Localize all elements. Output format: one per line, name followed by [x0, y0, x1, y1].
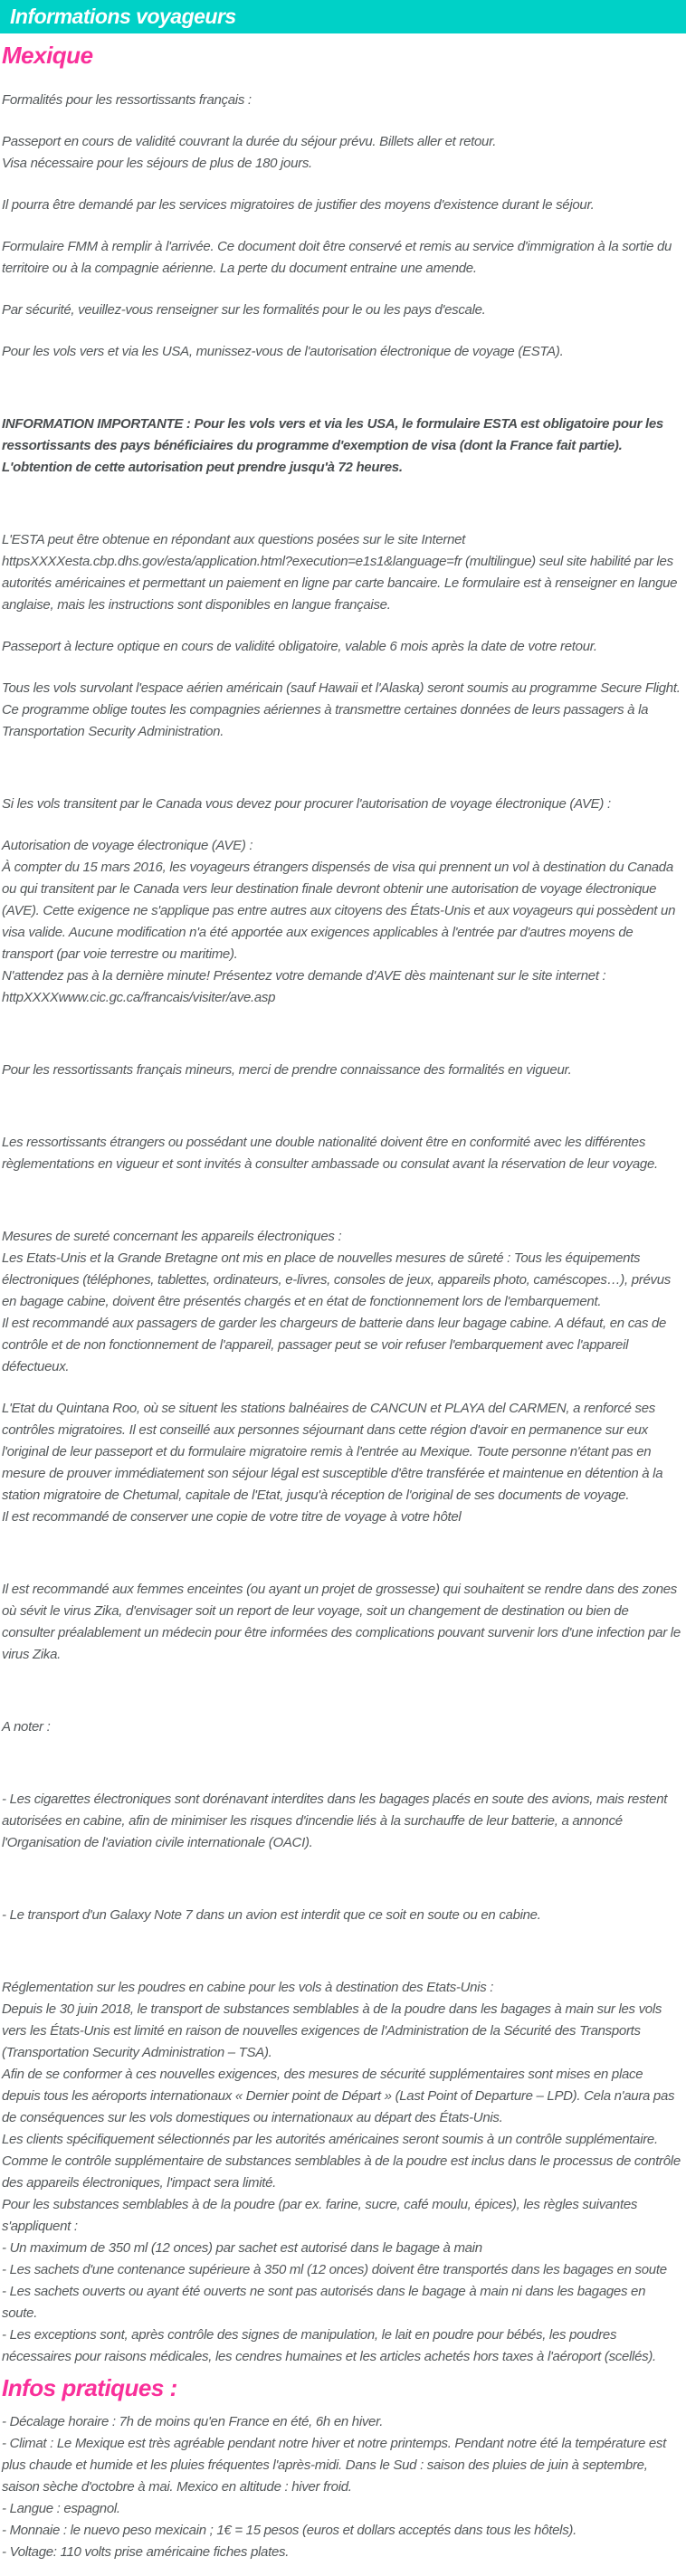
- paragraph: Passeport à lecture optique en cours de validité obligatoire, valable 6 mois après la date de votre retour.: [2, 639, 597, 654]
- paragraph: - Décalage horaire : 7h de moins qu'en France en été, 6h en hiver.: [2, 2414, 384, 2429]
- paragraph: Tous les vols survolant l'espace aérien américain (sauf Hawaii et l'Alaska) seront soumis au programme Secure Flight. Ce programme oblige toutes les compagnies aériennes à transmettre certaines données de leurs passagers à la Transportation Security Administration.: [2, 680, 681, 739]
- section-heading: Infos pratiques :: [2, 2374, 177, 2401]
- paragraph: Les ressortissants étrangers ou possédant une double nationalité doivent être en conformité avec les différentes règlementations en vigueur et sont invités à consulter ambassade ou consulat avant la réservation de leur voyage.: [2, 1135, 658, 1172]
- paragraph: Les Etats-Unis et la Grande Bretagne ont mis en place de nouvelles mesures de sûreté : Tous les équipements électroniques (téléphones, tablettes, ordinateurs, e-livres, consoles de jeux, appareils photo, caméscopes…), prévus en bagage cabine, doivent être présentés chargés et en état de fonctionnement lors de l'embarquement.: [2, 1250, 671, 1309]
- paragraph: Par sécurité, veuillez-vous renseigner sur les formalités pour le ou les pays d'escale.: [2, 302, 486, 318]
- paragraph: Il est recommandé aux passagers de garder les chargeurs de batterie dans leur bagage cabine. A défaut, en cas de contrôle et de non fonctionnement de l'appareil, passager peut se voir refuser l'embarquement avec l'appareil défectueux.: [2, 1316, 667, 1374]
- paragraph: N'attendez pas à la dernière minute! Présentez votre demande d'AVE dès maintenant sur le site internet : httpXXXXwww.cic.gc.ca/francais/visiter/ave.asp: [2, 968, 606, 1005]
- paragraph: Pour les ressortissants français mineurs, merci de prendre connaissance des formalités en vigueur.: [2, 1062, 572, 1078]
- paragraph: Il pourra être demandé par les services migratoires de justifier des moyens d'existence durant le séjour.: [2, 197, 595, 213]
- paragraph: L'ESTA peut être obtenue en répondant aux questions posées sur le site Internet httpsXXXXesta.cbp.dhs.gov/esta/application.html?execution=e1s1&language=fr (multilingue) seul site habilité par les autorités américaines et permettant un paiement en ligne par carte bancaire. Le formulaire est à renseigner en langue anglaise, mais les instructions sont disponibles en langue française.: [2, 532, 678, 613]
- paragraph: - Le transport d'un Galaxy Note 7 dans un avion est interdit que ce soit en soute ou en cabine.: [2, 1907, 541, 1923]
- paragraph: Afin de se conformer à ces nouvelles exigences, des mesures de sécurité supplémentaires sont mises en place depuis tous les aéroports internationaux « Dernier point de Départ » (Last Point of Departure – LPD). Cela n'aura pas de conséquences sur les vols domestiques ou internationaux au départ des États-Unis.: [2, 2067, 675, 2125]
- paragraph: - Un maximum de 350 ml (12 onces) par sachet est autorisé dans le bagage à main: [2, 2240, 482, 2256]
- paragraph: À compter du 15 mars 2016, les voyageurs étrangers dispensés de visa qui prennent un vol à destination du Canada ou qui transitent par le Canada vers leur destination finale devront obtenir une autorisation de voyage électronique (AVE). Cette exigence ne s'applique pas entre autres aux citoyens des États-Unis et aux voyageurs qui possèdent un visa valide. Aucune modification n'a été apportée aux exigences applicables à l'entrée par d'autres moyens de transport (par voie terrestre ou maritime).: [2, 860, 676, 962]
- country-heading: Mexique: [2, 42, 93, 69]
- paragraph: Réglementation sur les poudres en cabine pour les vols à destination des Etats-Unis :: [2, 1980, 494, 1995]
- paragraph: A noter :: [2, 1719, 51, 1735]
- paragraph: - Climat : Le Mexique est très agréable pendant notre hiver et notre printemps. Pendant notre été la température est plus chaude et humide et les pluies fréquentes l'après-midi. Dans le Sud : saison des pluies de juin à septembre, saison sèche d'octobre à mai. Mexico en altitude : hiver froid.: [2, 2436, 666, 2495]
- paragraph: - Voltage: 110 volts prise américaine fiches plates.: [2, 2544, 290, 2560]
- paragraph: Depuis le 30 juin 2018, le transport de substances semblables à de la poudre dans les bagages à main sur les vols vers les États-Unis est limité en raison de nouvelles exigences de l'Administration de la Sécurité des Transports (Transportation Security Administration – TSA).: [2, 2001, 662, 2060]
- paragraph: Pour les substances semblables à de la poudre (par ex. farine, sucre, café moulu, épices), les règles suivantes s'appliquent :: [2, 2197, 638, 2234]
- paragraph: Formalités pour les ressortissants français :: [2, 92, 252, 108]
- paragraph: Mesures de sureté concernant les appareils électroniques :: [2, 1229, 342, 1244]
- paragraph: - Les exceptions sont, après contrôle des signes de manipulation, le lait en poudre pour bébés, les poudres nécessaires pour raisons médicales, les cendres humaines et les articles achetés hors taxes à l'aéroport (scellés).: [2, 2327, 656, 2364]
- paragraph: Formulaire FMM à remplir à l'arrivée. Ce document doit être conservé et remis au service d'immigration à la sortie du territoire ou à la compagnie aérienne. La perte du document entraine une amende.: [2, 239, 672, 276]
- paragraph: - Monnaie : le nuevo peso mexicain ; 1€ = 15 pesos (euros et dollars acceptés dans tous les hôtels).: [2, 2523, 576, 2538]
- paragraph: Passeport en cours de validité couvrant la durée du séjour prévu. Billets aller et retour.: [2, 134, 497, 149]
- paragraph: INFORMATION IMPORTANTE : Pour les vols vers et via les USA, le formulaire ESTA est obligatoire pour les ressortissants des pays bénéficiaires du programme d'exemption de visa (dont la France fait partie). L'obtention de cette autorisation peut prendre jusqu'à 72 heures.: [2, 416, 663, 475]
- paragraph: - Les sachets ouverts ou ayant été ouverts ne sont pas autorisés dans le bagage à main ni dans les bagages en soute.: [2, 2284, 646, 2321]
- paragraph: Pour les vols vers et via les USA, munissez-vous de l'autorisation électronique de voyage (ESTA).: [2, 344, 564, 359]
- paragraph: - Les sachets d'une contenance supérieure à 350 ml (12 onces) doivent être transportés dans les bagages en soute: [2, 2262, 667, 2277]
- header-bar: [0, 0, 686, 33]
- paragraph: - Les cigarettes électroniques sont dorénavant interdites dans les bagages placés en soute des avions, mais restent autorisées en cabine, afin de minimiser les risques d'incendie liés à la surchauffe de leur batterie, a annoncé l'Organisation de l'aviation civile internationale (OACI).: [2, 1792, 668, 1850]
- document-body: [0, 41, 686, 2576]
- paragraph: - Langue : espagnol.: [2, 2501, 120, 2516]
- paragraph: Visa nécessaire pour les séjours de plus de 180 jours.: [2, 156, 312, 171]
- paragraph: L'Etat du Quintana Roo, où se situent les stations balnéaires de CANCUN et PLAYA del CARMEN, a renforcé ses contrôles migratoires. Il est conseillé aux personnes séjournant dans cette région d'avoir en permanence sur eux l'original de leur passeport et du formulaire migratoire remis à l'entrée au Mexique. Toute personne n'étant pas en mesure de prouver immédiatement son séjour légal est susceptible d'être transférée et maintenue en détention à la station migratoire de Chetumal, capitale de l'Etat, jusqu'à réception de l'original de ses documents de voyage.: [2, 1401, 663, 1503]
- paragraph: Il est recommandé de conserver une copie de votre titre de voyage à votre hôtel: [2, 1509, 462, 1525]
- paragraph: Les clients spécifiquement sélectionnés par les autorités américaines seront soumis à un contrôle supplémentaire. Comme le contrôle supplémentaire de substances semblables à de la poudre est inclus dans le processus de contrôle des appareils électroniques, l'impact sera limité.: [2, 2132, 681, 2191]
- page-title: Informations voyageurs: [10, 5, 236, 28]
- paragraph: Autorisation de voyage électronique (AVE) :: [2, 838, 253, 853]
- paragraph: Si les vols transitent par le Canada vous devez pour procurer l'autorisation de voyage électronique (AVE) :: [2, 796, 611, 812]
- paragraph: Il est recommandé aux femmes enceintes (ou ayant un projet de grossesse) qui souhaitent se rendre dans des zones où sévit le virus Zika, d'envisager soit un report de leur voyage, soit un changement de destination ou bien de consulter préalablement un médecin pour être informées des complications pouvant survenir lors d'une infection par le virus Zika.: [2, 1582, 681, 1662]
